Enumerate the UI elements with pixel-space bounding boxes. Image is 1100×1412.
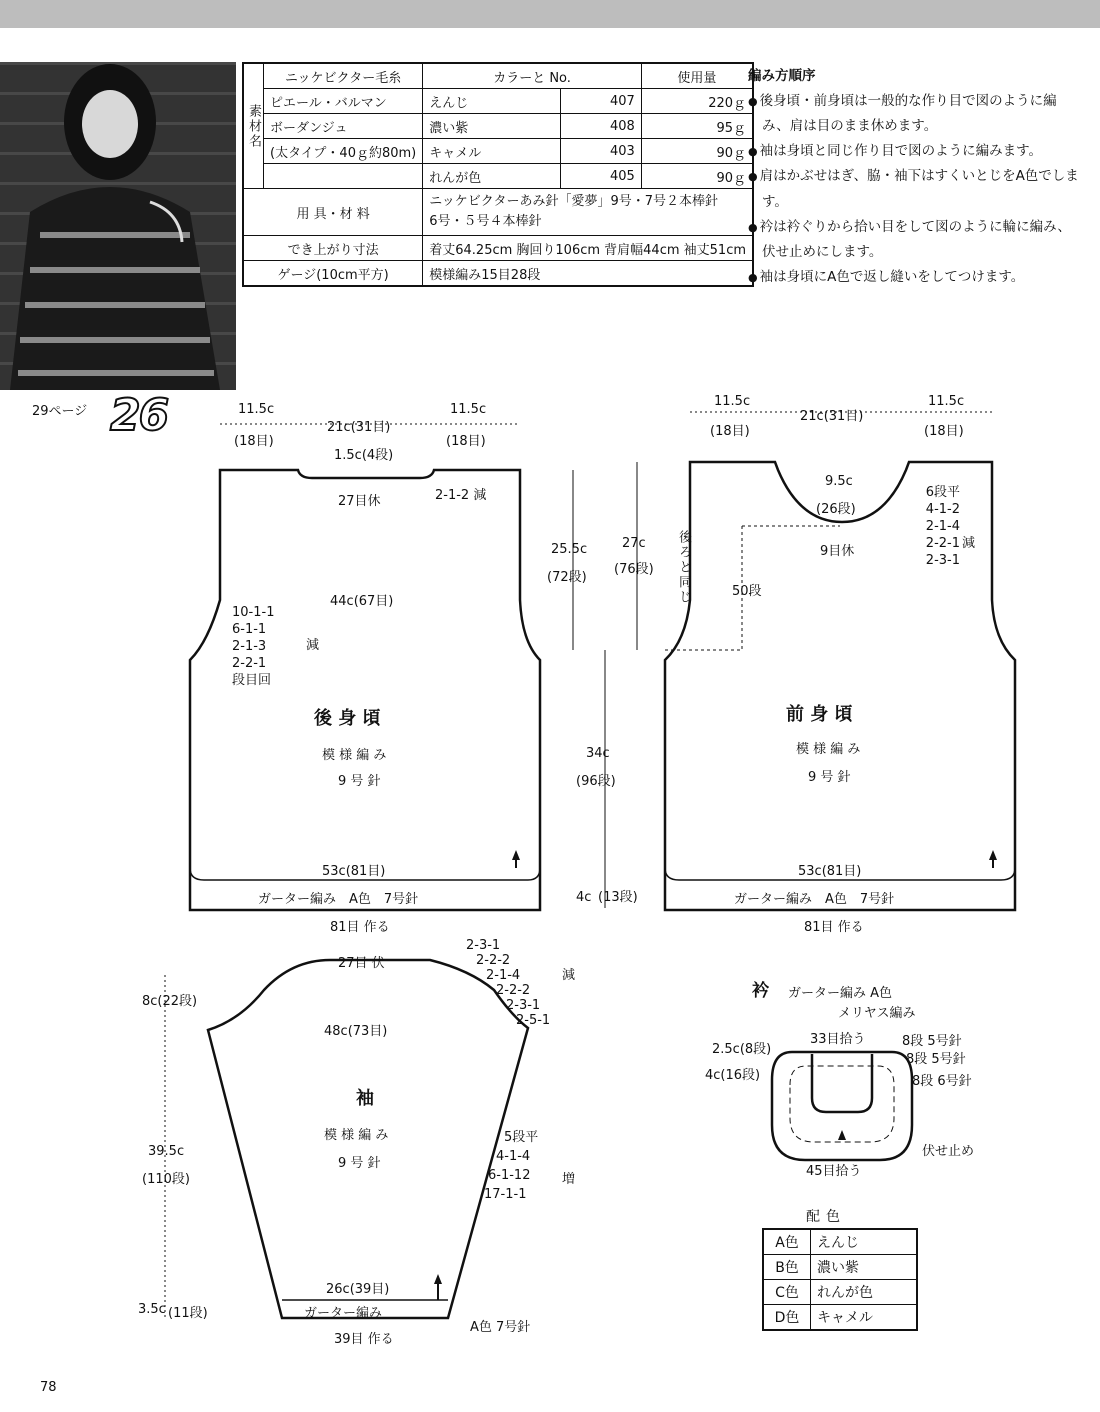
dec-row: 2-2-2 <box>496 983 531 998</box>
dec-row: 2-1-4 <box>925 519 960 534</box>
front-shoulder-left-st: (18目) <box>710 424 750 439</box>
pattern-number: 26 <box>110 390 168 441</box>
color-name: キャメル <box>423 139 561 164</box>
header-yarn: ニッケビクター毛糸 <box>264 63 423 89</box>
procedure-item: ● 衿は衿ぐりから拾い目をして図のように輪に編み、伏せ止めにします。 <box>748 215 1083 265</box>
procedure-title: 編み方順序 <box>748 68 816 84</box>
front-pattern: 模 様 編 み <box>796 742 861 757</box>
inc-row: 4-1-4 <box>496 1149 531 1164</box>
collar-desc-1: ガーター編み A色 <box>788 986 893 1001</box>
procedure-item: ● 肩はかぶせはぎ、脇・袖下はすくいとじをA色でします。 <box>748 164 1083 214</box>
armhole-rows: (72段) <box>547 570 587 585</box>
hem-height: 4c <box>576 890 592 905</box>
dec-row: 2-5-1 <box>516 1013 551 1028</box>
dec-row: 6-1-1 <box>232 622 267 637</box>
yarn-name: ピエール・バルマン <box>264 89 423 114</box>
color-name: えんじ <box>811 1229 918 1255</box>
color-no: 403 <box>561 139 641 164</box>
back-garter: ガーター編み A色 7号針 <box>258 892 419 907</box>
color-name: 濃い紫 <box>423 114 561 139</box>
sleeve-pattern: 模 様 編 み <box>324 1128 389 1143</box>
back-neck-width: 21c(31目) <box>327 420 391 435</box>
sleeve-cuff-height: 3.5c <box>138 1302 166 1317</box>
color-name: 濃い紫 <box>811 1255 918 1280</box>
collar-r1: 8段 5号針 <box>902 1034 962 1049</box>
color-code: D色 <box>763 1305 811 1331</box>
dec-row: 2-2-2 <box>476 953 511 968</box>
dec-row: 2-2-1 <box>925 536 960 551</box>
collar-pick-bottom: 45目拾う <box>806 1164 862 1179</box>
sleeve-width: 48c(73目) <box>324 1024 388 1039</box>
procedure-item: ● 袖は身頃にA色で返し縫いをしてつけます。 <box>748 265 1083 291</box>
dec-row: 2-3-1 <box>925 553 960 568</box>
color-name: れんが色 <box>423 164 561 189</box>
front-bottom-width: 53c(81目) <box>798 864 862 879</box>
page-number: 78 <box>40 1380 57 1395</box>
back-cast-on: 81目 作る <box>330 920 390 935</box>
front-armhole-height: 27c <box>622 536 646 551</box>
collar-desc-2: メリヤス編み <box>838 1006 916 1021</box>
inc-row: 5段平 <box>504 1130 539 1145</box>
front-shoulder-right: 11.5c <box>928 394 965 409</box>
color-no: 407 <box>561 89 641 114</box>
amount: 90ｇ <box>641 164 753 189</box>
back-pattern: 模 様 編 み <box>322 748 387 763</box>
dec-row: 2-2-1 <box>232 656 267 671</box>
front-neck-depth-rows: (26段) <box>816 502 856 517</box>
back-dec-label: 減 <box>306 638 320 653</box>
back-neck-depth: 1.5c(4段) <box>334 448 394 463</box>
inc-row: 6-1-12 <box>488 1168 531 1183</box>
dec-row: 2-3-1 <box>506 998 541 1013</box>
yarn-name: (太タイプ・40ｇ約80m) <box>264 139 423 164</box>
sleeve-inc-label: 増 <box>562 1172 576 1187</box>
collar-r3: 8段 6号針 <box>912 1074 972 1089</box>
gauge-label: ゲージ(10cm平方) <box>243 261 423 287</box>
size-label: でき上がり寸法 <box>243 236 423 261</box>
front-rows-50: 50段 <box>732 584 762 599</box>
back-shoulder-right: 11.5c <box>450 402 487 417</box>
sleeve-dec-label: 減 <box>562 968 576 983</box>
dec-row: 2-1-3 <box>232 639 267 654</box>
dec-row: 段目回 <box>232 673 272 688</box>
front-dec-label: 減 <box>962 536 976 551</box>
sleeve-cuff-width: 26c(39目) <box>326 1282 390 1297</box>
sleeve-cap-height: 8c(22段) <box>142 994 198 1009</box>
front-title: 前 身 頃 <box>786 704 853 725</box>
amount: 220ｇ <box>641 89 753 114</box>
color-name: キャメル <box>811 1305 918 1331</box>
dec-row: 10-1-1 <box>232 605 275 620</box>
collar-title: 衿 <box>752 981 769 1001</box>
front-shoulder-left: 11.5c <box>714 394 751 409</box>
dec-row: 2-3-1 <box>466 938 501 953</box>
yarn-name: ボーダンジュ <box>264 114 423 139</box>
sleeve-cast-on: 39目 作る <box>334 1332 394 1347</box>
header-color: カラーと No. <box>423 63 642 89</box>
color-code: B色 <box>763 1255 811 1280</box>
back-width: 44c(67目) <box>330 594 394 609</box>
tools-label: 用 具・材 料 <box>243 189 423 236</box>
armhole-height: 25.5c <box>551 542 588 557</box>
color-name: れんが色 <box>811 1280 918 1305</box>
procedure-item: ● 後身頃・前身頃は一般的な作り目で図のように編み、肩は目のまま休めます。 <box>748 89 1083 139</box>
collar-pick-top: 33目拾う <box>810 1032 866 1047</box>
back-shoulder-left-st: (18目) <box>234 434 274 449</box>
front-neck-width: 21c(31目) <box>800 409 864 424</box>
front-cast-on: 81目 作る <box>804 920 864 935</box>
same-as-back: 後ろと同じ <box>676 530 691 605</box>
front-neck-dec <box>890 484 960 569</box>
sleeve-needle: 9 号 針 <box>338 1156 381 1171</box>
color-no: 405 <box>561 164 641 189</box>
dec-row: 4-1-2 <box>925 502 960 517</box>
sleeve-top-bind: 27目 伏 <box>338 956 385 971</box>
collar-r2: 8段 5号針 <box>906 1052 966 1067</box>
body-rows: (96段) <box>576 774 616 789</box>
dec-row: 6段平 <box>925 485 960 500</box>
front-needle: 9 号 針 <box>808 770 851 785</box>
sleeve-cuff-rows: (11段) <box>168 1306 208 1321</box>
sleeve-length-rows: (110段) <box>142 1172 190 1187</box>
dec-row: 2-1-4 <box>486 968 521 983</box>
tools-line-2: 6号・５号４本棒針 <box>429 214 542 229</box>
collar-h2: 4c(16段) <box>705 1068 761 1083</box>
inc-row: 17-1-1 <box>484 1187 527 1202</box>
amount: 95ｇ <box>641 114 753 139</box>
sleeve-cap-dec <box>466 938 550 1028</box>
back-armhole-dec <box>232 604 274 689</box>
materials-section-label: 素材名 <box>243 63 264 189</box>
color-name: えんじ <box>423 89 561 114</box>
body-height: 34c <box>586 746 610 761</box>
back-title: 後 身 頃 <box>314 708 381 729</box>
tools-line-1: ニッケビクターあみ針「愛夢」9号・7号２本棒針 <box>429 194 719 209</box>
front-neck-rest: 9目休 <box>820 544 855 559</box>
amount: 90ｇ <box>641 139 753 164</box>
color-code: C色 <box>763 1280 811 1305</box>
size-value: 着丈64.25cm 胸回り106cm 背肩幅44cm 袖丈51cm <box>423 236 753 261</box>
back-neck-rest: 27目休 <box>338 494 381 509</box>
sleeve-length: 39.5c <box>148 1144 185 1159</box>
color-table <box>762 1228 918 1331</box>
color-table-title: 配色 <box>806 1209 846 1225</box>
back-neck-dec: 2-1-2 減 <box>435 488 487 503</box>
back-needle: 9 号 針 <box>338 774 381 789</box>
color-no: 408 <box>561 114 641 139</box>
header-amount: 使用量 <box>641 63 753 89</box>
front-shoulder-right-st: (18目) <box>924 424 964 439</box>
front-garter: ガーター編み A色 7号針 <box>734 892 895 907</box>
gauge-value: 模様編み15目28段 <box>423 261 753 287</box>
page-reference: 29ページ <box>32 404 88 419</box>
hem-rows: (13段) <box>598 890 638 905</box>
back-bottom-width: 53c(81目) <box>322 864 386 879</box>
procedure-item: ● 袖は身頃と同じ作り目で図のように編みます。 <box>748 139 1083 165</box>
collar-h1: 2.5c(8段) <box>712 1042 772 1057</box>
front-neck-depth: 9.5c <box>825 474 853 489</box>
front-armhole-rows: (76段) <box>614 562 654 577</box>
sleeve-garter: ガーター編み <box>304 1306 383 1321</box>
back-shoulder-left: 11.5c <box>238 402 275 417</box>
sleeve-inc <box>484 1128 538 1204</box>
collar-bind-off: 伏せ止め <box>922 1144 975 1159</box>
color-code: A色 <box>763 1229 811 1255</box>
back-shoulder-right-st: (18目) <box>446 434 486 449</box>
sleeve-cuff-note: A色 7号針 <box>470 1320 531 1335</box>
sleeve-title: 袖 <box>356 1088 374 1109</box>
